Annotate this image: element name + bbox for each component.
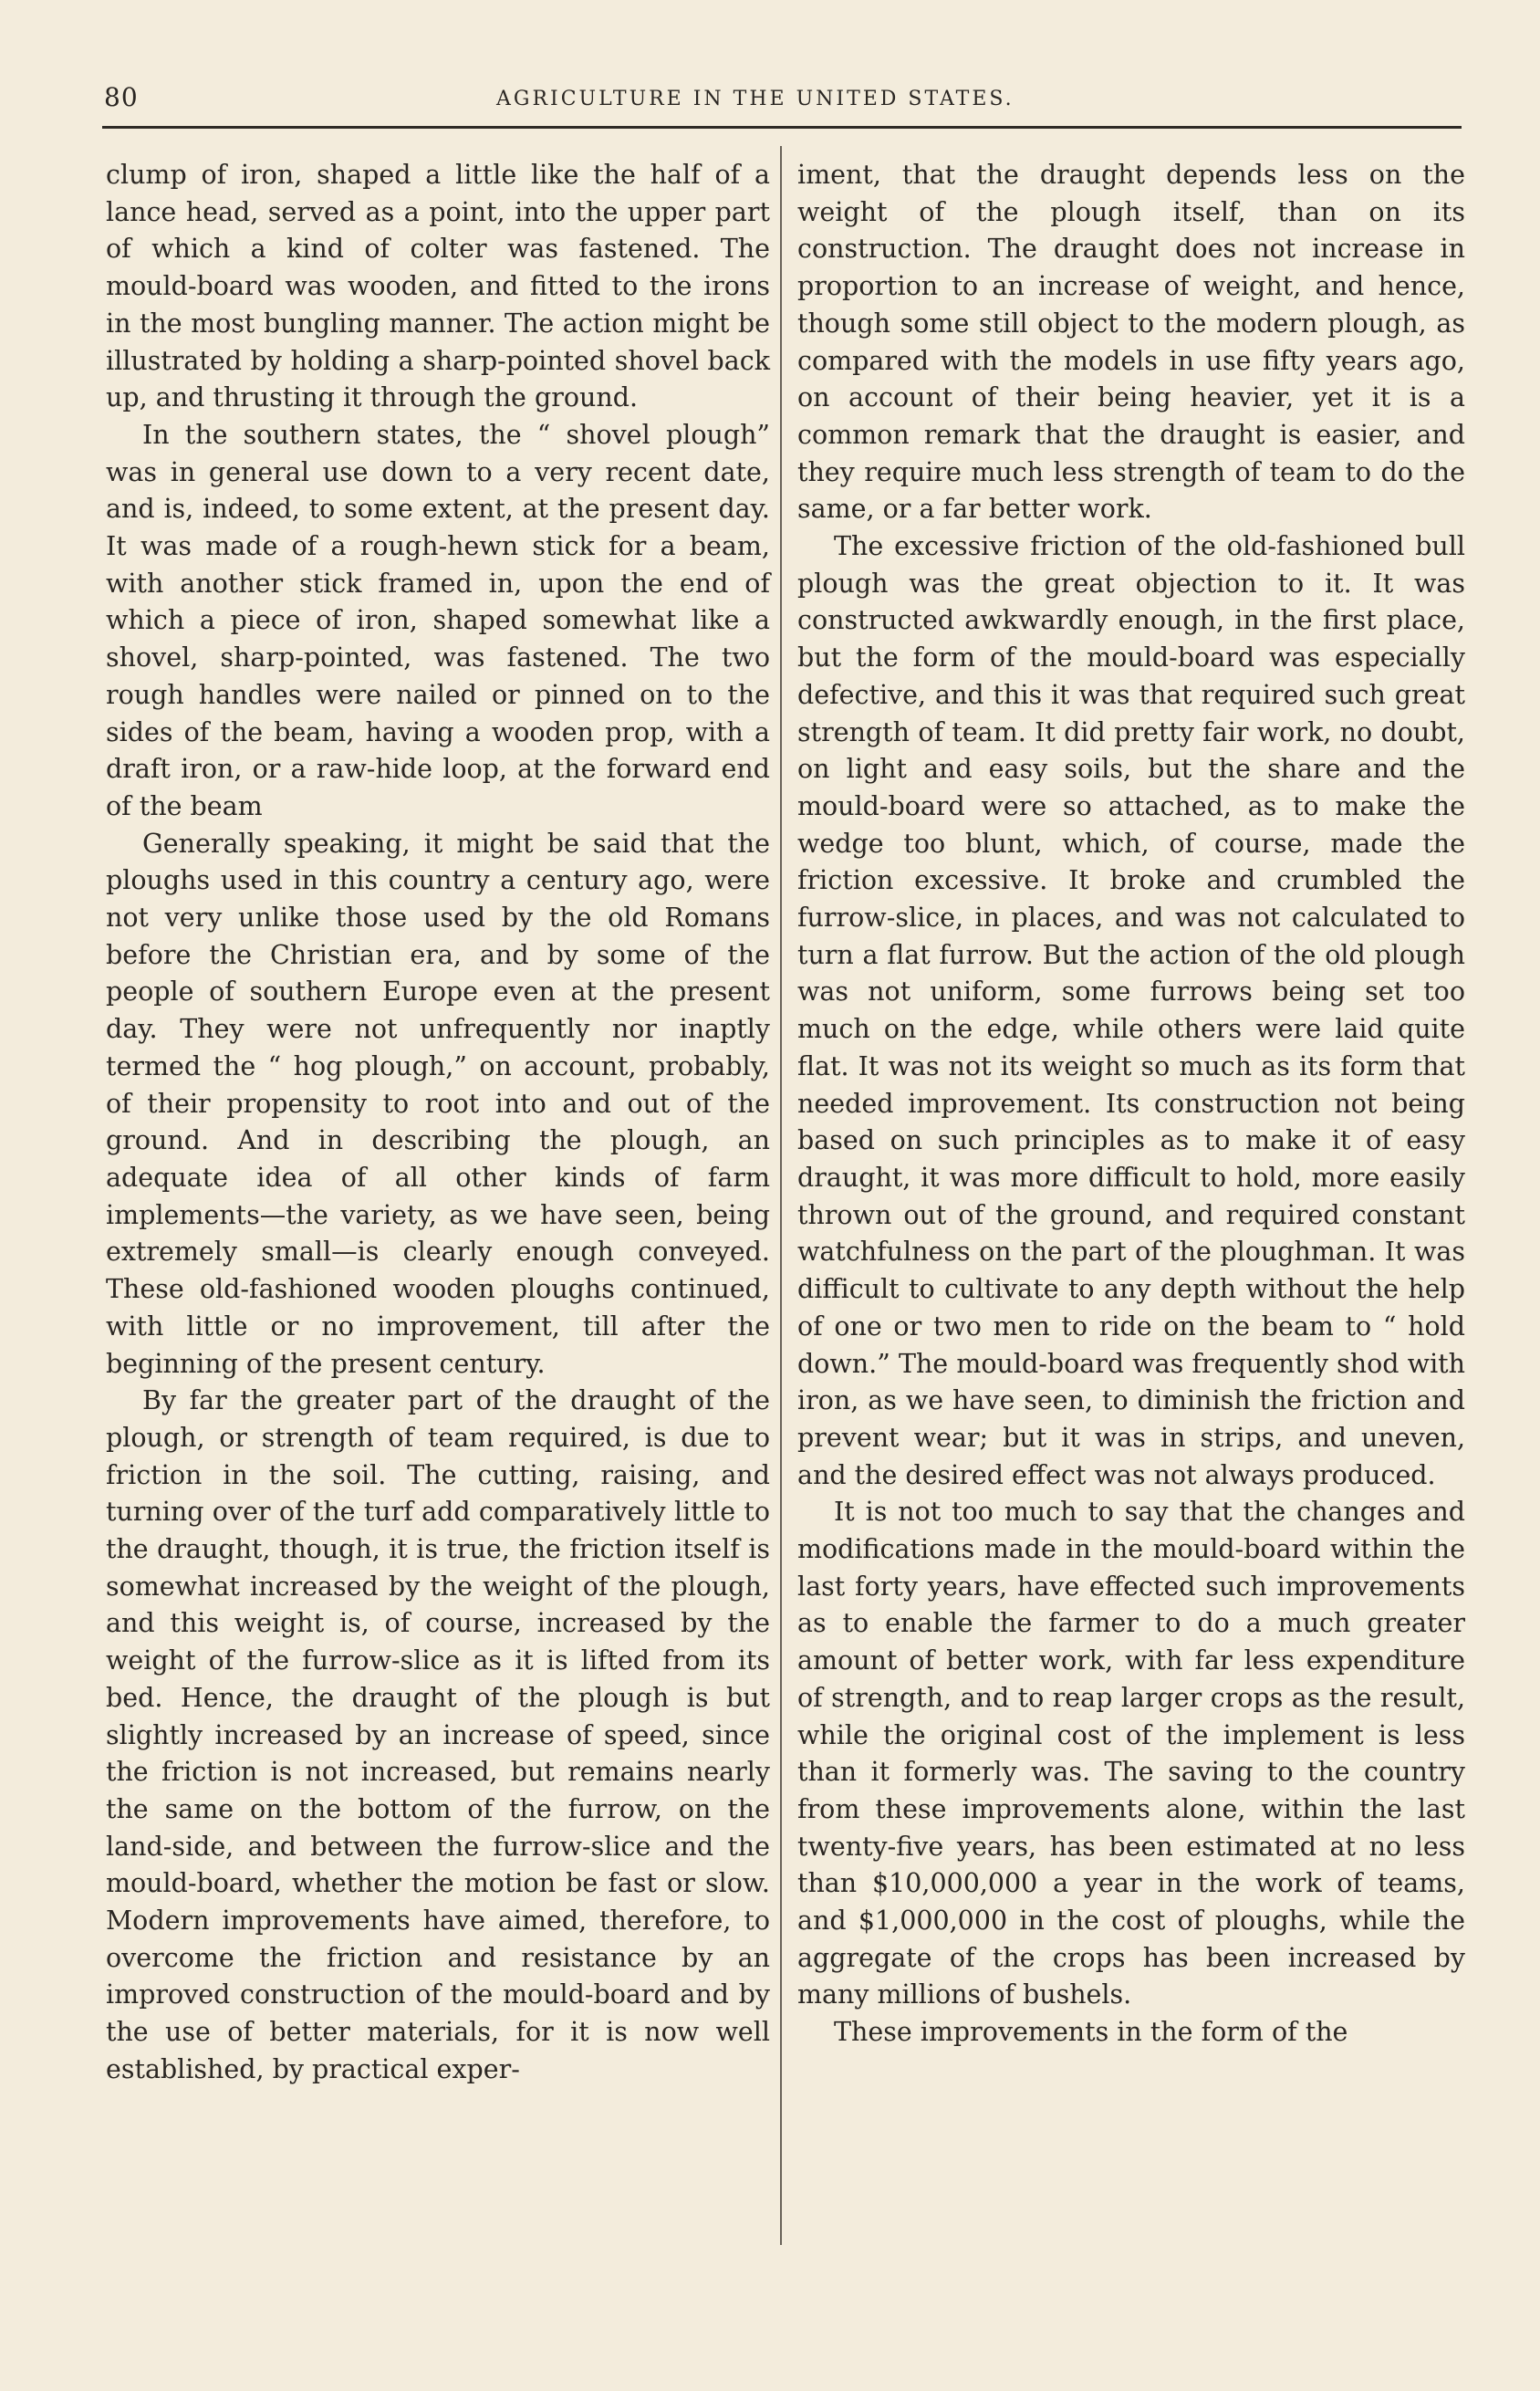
paragraph: By far the greater part of the draught of the plough, or strength of team required, is due to friction in the soil. The cutting, raising, and turning over of the turf add comparatively little to the draught, though, it is true, the friction itself is somewhat increased by the weight of the plough, and this weight is, of course, increased by the weight of the furrow-slice as it is lifted from its bed. Hence, the draught of the plough is but slightly increased by an increase of speed, since the friction is not increased, but remains nearly the same on the bottom of the furrow, on the land-side, and between the furrow-slice and the mould-board, whether the motion be fast or slow. Modern improvements have aimed, therefore, to overcome the friction and resistance by an improved construction of the mould-board and by the use of better materials, for it is now well established, by practical exper- [106, 1385, 770, 2084]
paragraph: It is not too much to say that the changes and modifications made in the mould-board within the last forty years, have effected such improvements as to enable the farmer to do a much greater amount of better work, with far less expenditure of strength, and to reap larger crops as the result, while the original cost of the implement is less than it formerly was. The saving to the country from these improvements alone, within the last twenty-five years, has been estimated at no less than $10,000,000 a year in the work of teams, and $1,000,000 in the cost of ploughs, while the aggregate of the crops has been increased by many millions of bushels. [797, 1497, 1465, 2010]
header-rule [102, 126, 1462, 129]
right-column [797, 157, 1465, 2052]
paragraph: In the southern states, the “ shovel plough” was in general use down to a very recent date, and is, indeed, to some extent, at the present day. It was made of a rough-hewn stick for a beam, with another stick framed in, upon the end of which a piece of iron, shaped somewhat like a shovel, sharp-pointed, was fastened. The two rough handles were nailed or pinned on to the sides of the beam, having a wooden prop, with a draft iron, or a raw-hide loop, at the forward end of the beam [106, 419, 770, 821]
paragraph: These improvements in the form of the [834, 2017, 1348, 2048]
paragraph: Generally speaking, it might be said that the ploughs used in this country a century ago, were not very unlike those used by the old Romans before the Christian era, and by some of the people of southern Europe even at the present day. They were not unfrequently nor inaptly termed the “ hog plough,” on account, probably, of their propensity to root into and out of the ground. And in describing the plough, an adequate idea of all other kinds of farm implements—the variety, as we have seen, being extremely small—is clearly enough conveyed. These old-fashioned wooden ploughs continued, with little or no improvement, till after the beginning of the present century. [106, 828, 770, 1379]
page-header [104, 78, 1469, 120]
paragraph: The excessive friction of the old-fashioned bull plough was the great objection to it. It was constructed awkwardly enough, in the first place, but the form of the mould-board was especially defective, and this it was that required such great strength of team. It did pretty fair work, no doubt, on light and easy soils, but the share and the mould-board were so attached, as to make the wedge too blunt, which, of course, made the friction excessive. It broke and crumbled the furrow-slice, in places, and was not calculated to turn a flat furrow. But the action of the old plough was not uniform, some furrows being set too much on the edge, while others were laid quite flat. It was not its weight so much as its form that needed improvement. Its construction not being based on such principles as to make it of easy draught, it was more difficult to hold, more easily thrown out of the ground, and required constant watchfulness on the part of the ploughman. It was difficult to cultivate to any depth without the help of one or two men to ride on the beam to “ hold down.” The mould-board was frequently shod with iron, as we have seen, to diminish the friction and prevent wear; but it was in strips, and uneven, and the desired effect was not always produced. [797, 531, 1465, 1490]
left-column [106, 157, 770, 2089]
running-title: AGRICULTURE IN THE UNITED STATES. [496, 88, 1015, 110]
column-divider [780, 146, 782, 2245]
page-number: 80 [104, 82, 139, 112]
paragraph: iment, that the draught depends less on the weight of the plough itself, than on its construction. The draught does not increase in proportion to an increase of weight, and hence, though some still object to the modern plough, as compared with the models in use fifty years ago, on account of their being heavier, yet it is a common remark that the draught is easier, and they require much less strength of team to do the same, or a far better work. [797, 160, 1465, 525]
paragraph: clump of iron, shaped a little like the half of a lance head, served as a point, into the upper part of which a kind of colter was fastened. The mould-board was wooden, and fitted to the irons in the most bungling manner. The action might be illustrated by holding a sharp-pointed shovel back up, and thrusting it through the ground. [106, 160, 770, 413]
